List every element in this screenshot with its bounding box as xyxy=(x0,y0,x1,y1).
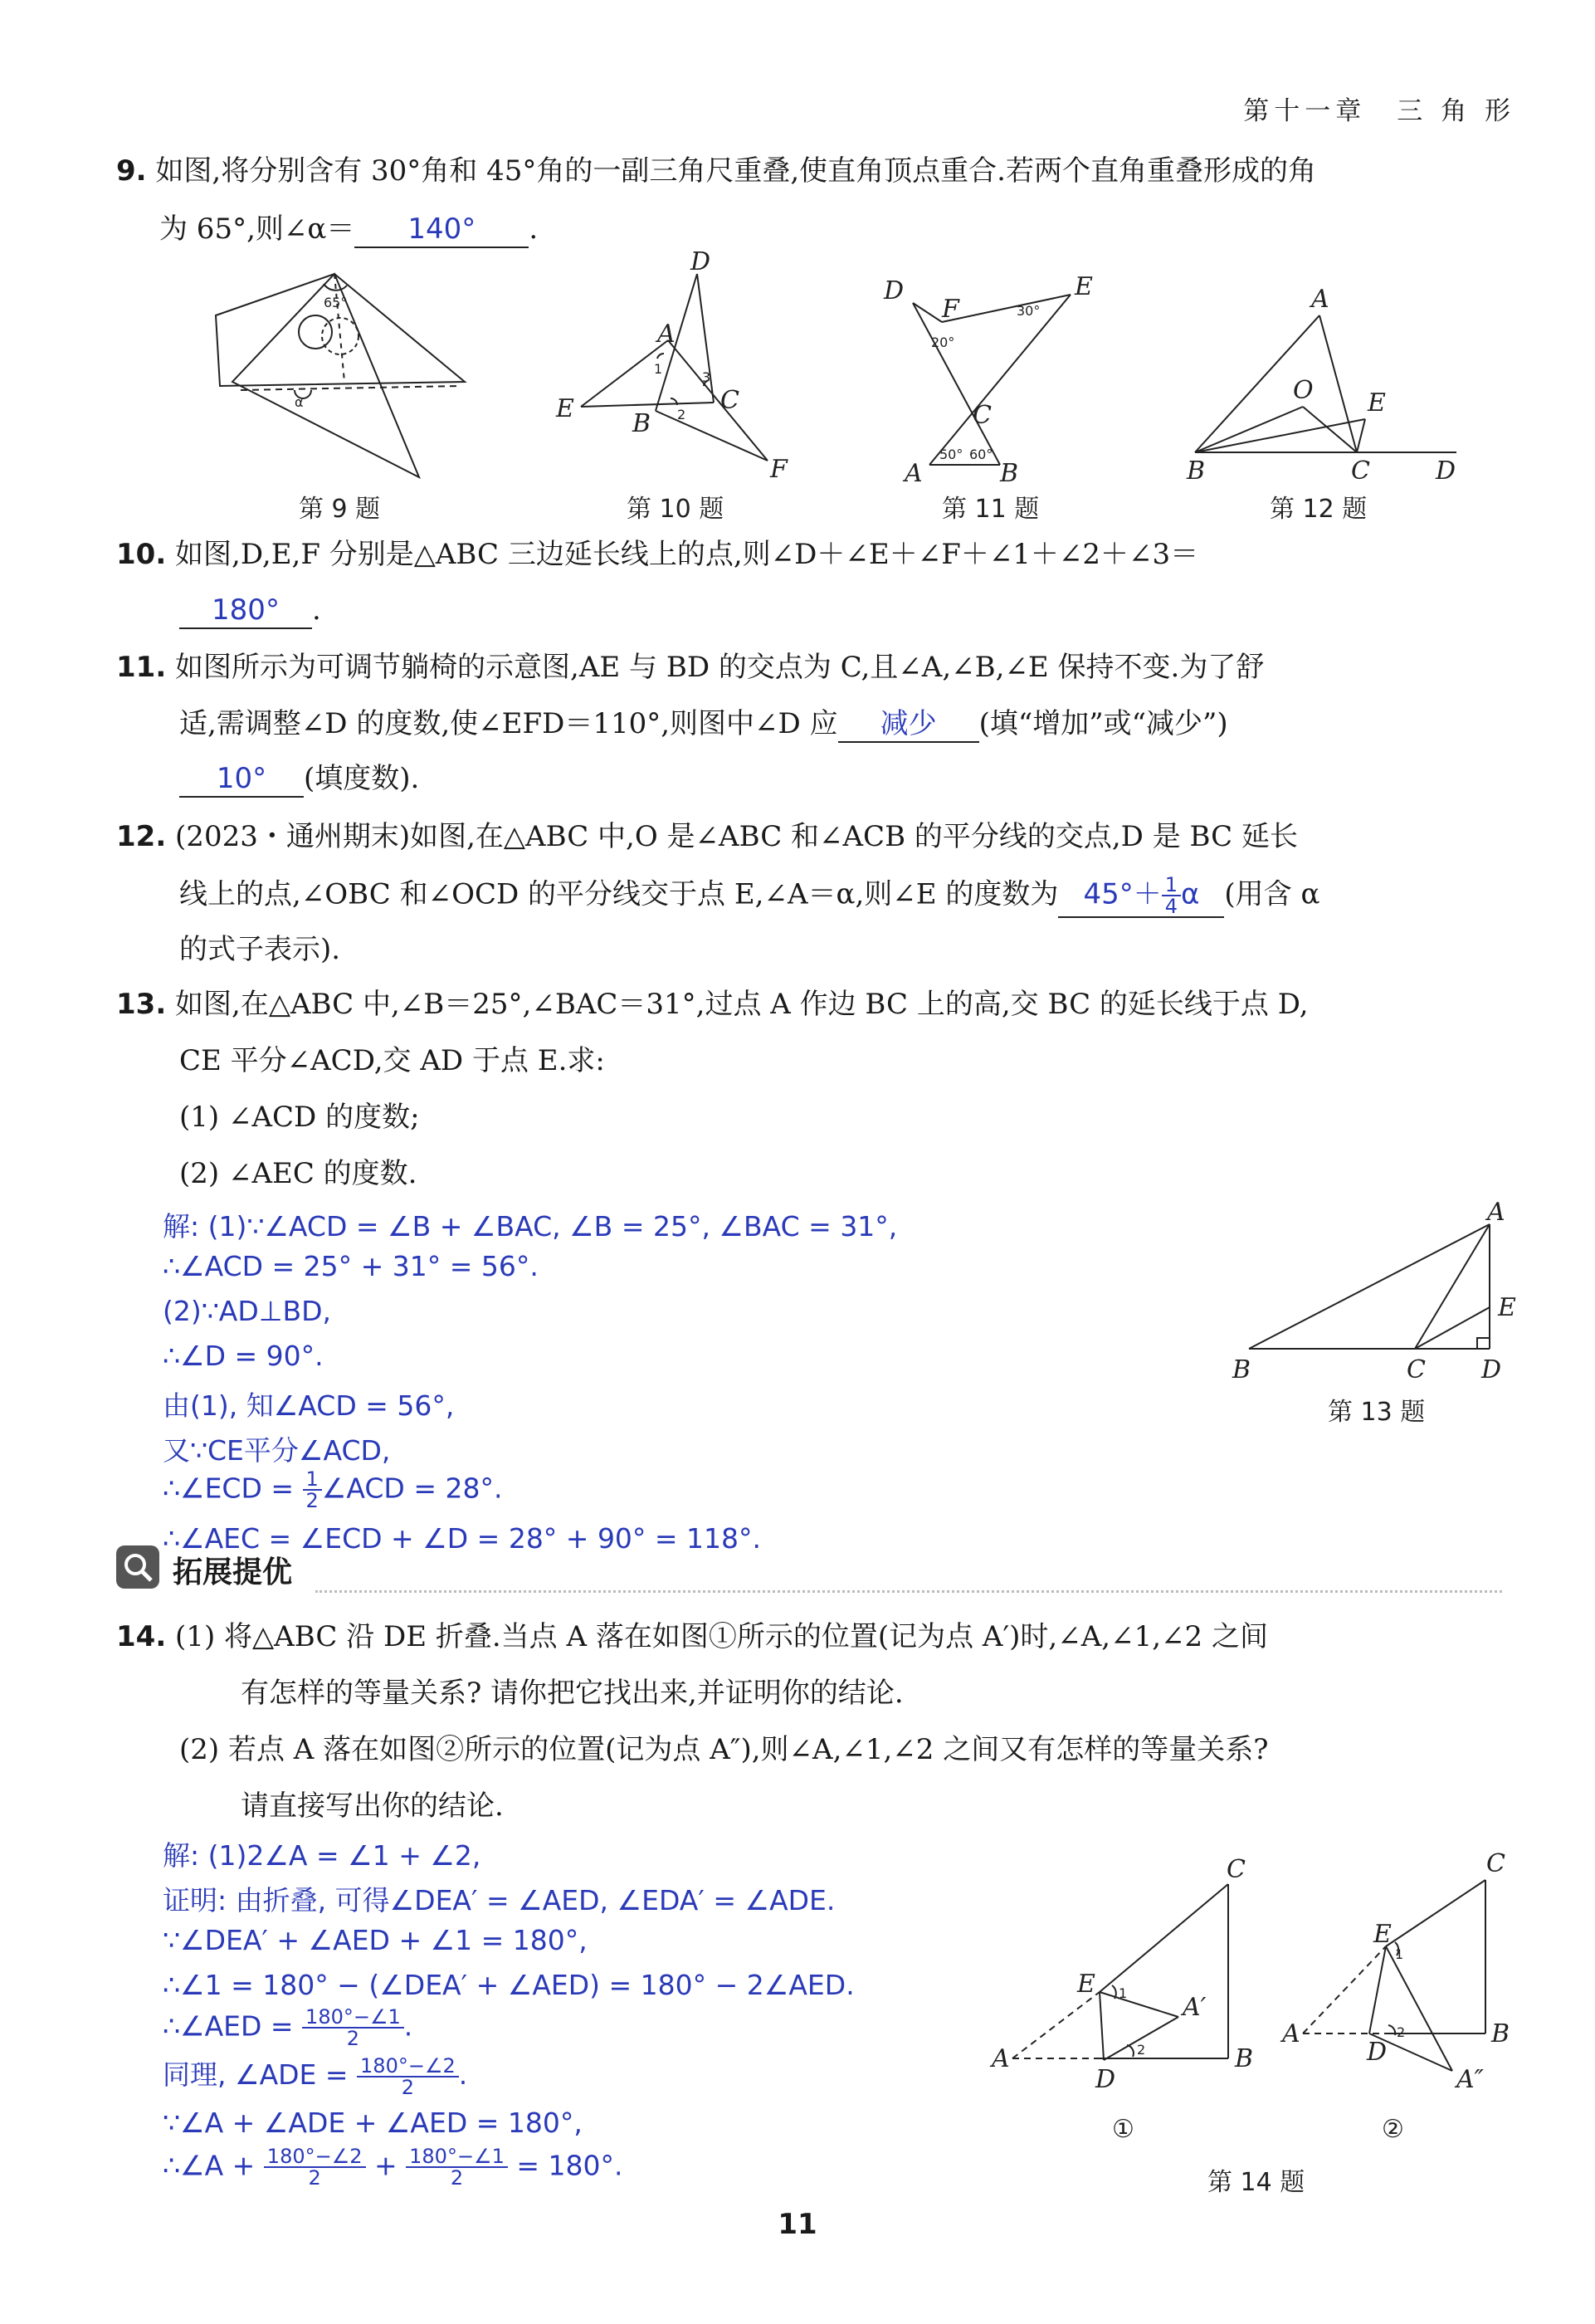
q10-number: 10. xyxy=(116,538,167,571)
fig13-C: C xyxy=(1407,1355,1426,1384)
q10-text1: 如图,D,E,F 分别是△ABC 三边延长线上的点,则∠D＋∠E＋∠F＋∠1＋∠2＋∠3＝ xyxy=(175,538,1199,571)
fig12-C: C xyxy=(1351,456,1370,486)
q11-text2b: (填“增加”或“减少”) xyxy=(978,707,1228,740)
q14-sol-8-frac2 xyxy=(406,2146,508,2188)
fig11-A: A xyxy=(905,459,923,488)
q9-number: 9. xyxy=(116,154,147,188)
q14-sol-8 xyxy=(163,2146,622,2188)
q14-sol-8-den2: 2 xyxy=(450,2166,464,2190)
fig10-B: B xyxy=(632,409,651,438)
fig13-B: B xyxy=(1232,1355,1251,1384)
q9-text2: 为 65°,则∠α＝ xyxy=(159,212,355,246)
q12-line3 xyxy=(179,933,340,967)
q13-sol-5: 由(1), 知∠ACD = 56°, xyxy=(163,1389,455,1422)
fig14-mark2: ② xyxy=(1382,2115,1404,2144)
section-divider xyxy=(315,1590,1502,1593)
q14-sol-8-den1: 2 xyxy=(308,2166,321,2190)
fig12-O: O xyxy=(1293,376,1314,405)
fig14-2-E: E xyxy=(1373,1920,1392,1949)
fig10-angle1: 1 xyxy=(654,361,663,377)
fig14-2-D: D xyxy=(1367,2038,1388,2067)
q12-text2b: (用含 α xyxy=(1224,877,1320,911)
fig14-2-angle2: 2 xyxy=(1397,2024,1406,2040)
fig14-1-C: C xyxy=(1227,1855,1246,1884)
q14-sol-8-frac1 xyxy=(264,2146,366,2188)
q14-sol-5-num: 180°−∠1 xyxy=(302,2007,404,2029)
section-magnifier-icon xyxy=(116,1545,159,1589)
q13-line2: CE 平分∠ACD,交 AD 于点 E.求: xyxy=(179,1044,605,1077)
q14-sol-6 xyxy=(163,2053,467,2097)
q12-number: 12. xyxy=(116,820,167,853)
q14-sol-8-num2: 180°−∠1 xyxy=(406,2146,508,2168)
chapter-header: 第十一章 三 角 形 xyxy=(1243,96,1515,126)
q14-p2a: (2) 若点 A 落在如图②所示的位置(记为点 A″),则∠A,∠1,∠2 之间又有怎样的等量关系? xyxy=(179,1733,1269,1766)
caption-fig11: 第 11 题 xyxy=(942,495,1040,524)
caption-fig12: 第 12 题 xyxy=(1270,495,1368,524)
fig11-D: D xyxy=(884,276,905,305)
q13-text1: 如图,在△ABC 中,∠B＝25°,∠BAC＝31°,过点 A 作边 BC 上的高,交 BC 的延长线于点 D, xyxy=(175,988,1309,1021)
q12-frac-num: 1 xyxy=(1162,875,1181,896)
caption-fig10: 第 10 题 xyxy=(627,495,724,524)
q14-line1 xyxy=(116,1620,1268,1654)
fig9-65-label: 65° xyxy=(324,295,348,310)
fig14-1-D: D xyxy=(1095,2065,1116,2094)
q14-sol-8b: = 180°. xyxy=(507,2149,623,2182)
q14-sol-5-den: 2 xyxy=(346,2027,360,2050)
q11-text1: 如图所示为可调节躺椅的示意图,AE 与 BD 的交点为 C,且∠A,∠B,∠E 保持不变.为了舒 xyxy=(175,651,1265,684)
q14-sol-8-plus: + xyxy=(365,2149,407,2182)
q14-sol-7: ∵∠A + ∠ADE + ∠AED = 180°, xyxy=(163,2107,583,2139)
q13-sol-6: 又∵CE平分∠ACD, xyxy=(163,1434,391,1467)
figure-12 xyxy=(1187,282,1461,498)
fig14-mark1: ① xyxy=(1112,2115,1134,2144)
fig12-D: D xyxy=(1436,456,1456,486)
fig10-E: E xyxy=(556,394,574,423)
fig10-C: C xyxy=(720,386,739,415)
fig11-50: 50° xyxy=(939,447,963,462)
caption-fig13: 第 13 题 xyxy=(1328,1398,1426,1427)
q13-sol-4: ∴∠D = 90°. xyxy=(163,1340,324,1372)
q14-sol-8-num1: 180°−∠2 xyxy=(264,2146,366,2168)
section-title: 拓展提优 xyxy=(173,1555,293,1589)
fig13-D: D xyxy=(1481,1355,1502,1384)
fig9-alpha-label: α xyxy=(295,394,304,410)
q13-sol-7 xyxy=(163,1469,502,1511)
q9-answer: 140° xyxy=(354,212,529,248)
fig14-2-A2: A″ xyxy=(1456,2065,1484,2094)
q11-answer1: 减少 xyxy=(838,707,979,743)
fig10-F: F xyxy=(770,455,788,484)
q9-end: . xyxy=(529,212,539,246)
fig10-A: A xyxy=(657,320,676,349)
q13-sol-3: (2)∵AD⊥BD, xyxy=(163,1295,332,1327)
q14-p1a: (1) 将△ABC 沿 DE 折叠.当点 A 落在如图①所示的位置(记为点 A′)时,∠A,∠1,∠2 之间 xyxy=(175,1620,1268,1653)
q14-sol-6-den: 2 xyxy=(401,2075,415,2099)
q13-sol-7-num: 1 xyxy=(303,1469,322,1491)
fig14-1-angle2: 2 xyxy=(1137,2042,1146,2058)
fig10-angle2: 2 xyxy=(677,407,686,422)
fig14-1-A1: A′ xyxy=(1183,1993,1207,2022)
q11-answer2: 10° xyxy=(179,762,304,798)
fig11-E: E xyxy=(1075,272,1093,301)
q13-sol-7-frac xyxy=(303,1469,322,1511)
q13-sub2: (2) ∠AEC 的度数. xyxy=(179,1157,417,1190)
q14-p1b: 有怎样的等量关系? 请你把它找出来,并证明你的结论. xyxy=(241,1677,904,1710)
fig11-B: B xyxy=(1000,459,1019,488)
q14-sol-5 xyxy=(163,2007,412,2048)
q14-sol-4: ∴∠1 = 180° − (∠DEA′ + ∠AED) = 180° − 2∠AED. xyxy=(163,1969,855,2001)
q12-line1 xyxy=(116,820,1298,854)
q12-text2a: 线上的点,∠OBC 和∠OCD 的平分线交于点 E,∠A＝α,则∠E 的度数为 xyxy=(179,877,1059,911)
fig13-A: A xyxy=(1487,1198,1505,1227)
q13-sol-1: 解: (1)∵∠ACD = ∠B + ∠BAC, ∠B = 25°, ∠BAC = 31°, xyxy=(163,1210,898,1243)
figure-9 xyxy=(216,257,498,506)
fig11-F: F xyxy=(942,295,959,324)
q12-answer-b: α xyxy=(1180,877,1200,911)
q11-text3: (填度数). xyxy=(304,762,420,795)
q14-sol-6-num: 180°−∠2 xyxy=(357,2056,459,2077)
q11-line1 xyxy=(116,651,1264,685)
q12-answer-a: 45°＋ xyxy=(1083,877,1162,911)
fig14-1-E: E xyxy=(1077,1970,1095,1999)
q14-number: 14. xyxy=(116,1620,167,1653)
q13-sol-8: ∴∠AEC = ∠ECD + ∠D = 28° + 90° = 118°. xyxy=(163,1522,762,1555)
q12-line2 xyxy=(179,875,1319,918)
figure-11 xyxy=(884,272,1129,498)
q13-sub1: (1) ∠ACD 的度数; xyxy=(179,1101,420,1134)
q10-answer: 180° xyxy=(179,593,312,629)
figure-14-2 xyxy=(1282,1849,1539,2108)
q11-text2a: 适,需调整∠D 的度数,使∠EFD＝110°,则图中∠D 应 xyxy=(179,707,838,740)
q11-line2 xyxy=(179,707,1228,743)
fig11-C: C xyxy=(973,401,992,430)
fig11-60: 60° xyxy=(969,447,993,462)
q14-sol-1: 解: (1)2∠A = ∠1 + ∠2, xyxy=(163,1839,481,1872)
fig14-2-A: A xyxy=(1282,2019,1300,2048)
q10-line2 xyxy=(179,593,321,629)
q13-line1 xyxy=(116,988,1309,1022)
q14-sol-3: ∵∠DEA′ + ∠AED + ∠1 = 180°, xyxy=(163,1924,588,1956)
q14-p2b: 请直接写出你的结论. xyxy=(241,1789,504,1823)
q12-text1: (2023・通州期末)如图,在△ABC 中,O 是∠ABC 和∠ACB 的平分线的交点,D 是 BC 延长 xyxy=(175,820,1298,853)
q14-sol-2: 证明: 由折叠, 可得∠DEA′ = ∠AED, ∠EDA′ = ∠ADE. xyxy=(163,1884,836,1916)
q12-fraction xyxy=(1162,875,1181,916)
fig14-1-angle1: 1 xyxy=(1119,1985,1128,2001)
fig14-2-angle1: 1 xyxy=(1395,1946,1404,1962)
figure-14-1 xyxy=(992,1855,1270,2116)
caption-fig9: 第 9 题 xyxy=(299,495,381,524)
fig10-D: D xyxy=(690,247,711,276)
q9-text1: 如图,将分别含有 30°角和 45°角的一副三角尺重叠,使直角顶点重合.若两个直角重叠形成的角 xyxy=(155,154,1316,188)
figure-10 xyxy=(556,247,830,515)
figure-13 xyxy=(1228,1198,1516,1384)
q13-sol-7-den: 2 xyxy=(305,1489,319,1512)
fig11-30: 30° xyxy=(1017,303,1041,319)
q13-sol-2: ∴∠ACD = 25° + 31° = 56°. xyxy=(163,1250,539,1282)
q11-line3 xyxy=(179,762,419,798)
q10-line1 xyxy=(116,538,1198,572)
q10-end: . xyxy=(312,593,321,627)
fig14-2-B: B xyxy=(1491,2019,1510,2048)
caption-fig14: 第 14 题 xyxy=(1207,2168,1305,2197)
fig10-angle3: 3 xyxy=(702,369,711,385)
q12-answer xyxy=(1058,875,1224,918)
q14-sol-5-frac xyxy=(302,2007,404,2048)
q14-sol-6-dot: . xyxy=(458,2058,468,2091)
fig14-1-B: B xyxy=(1235,2044,1254,2073)
fig14-2-C: C xyxy=(1486,1849,1505,1878)
page-number: 11 xyxy=(778,2208,817,2241)
q9-line2 xyxy=(159,212,538,248)
fig13-E: E xyxy=(1498,1293,1516,1322)
fig14-1-A: A xyxy=(992,2044,1010,2073)
fig12-E: E xyxy=(1368,388,1386,417)
q14-sol-5-dot: . xyxy=(403,2009,413,2043)
q13-sol-7b: ∠ACD = 28°. xyxy=(321,1472,503,1505)
q13-number: 13. xyxy=(116,988,167,1021)
q14-sol-6a: 同理, ∠ADE = xyxy=(163,2058,358,2091)
q12-text3: 的式子表示). xyxy=(179,933,341,966)
q14-sol-6-frac xyxy=(357,2053,459,2099)
q12-frac-den: 4 xyxy=(1164,895,1178,918)
fig11-20: 20° xyxy=(931,334,955,350)
q13-sol-7a: ∴∠ECD = xyxy=(163,1472,303,1505)
q14-sol-5a: ∴∠AED = xyxy=(163,2009,303,2043)
fig12-B: B xyxy=(1187,456,1206,486)
q9-line1 xyxy=(116,154,1316,188)
fig12-A: A xyxy=(1311,285,1329,314)
q11-number: 11. xyxy=(116,651,167,684)
q14-sol-8a: ∴∠A + xyxy=(163,2149,264,2182)
